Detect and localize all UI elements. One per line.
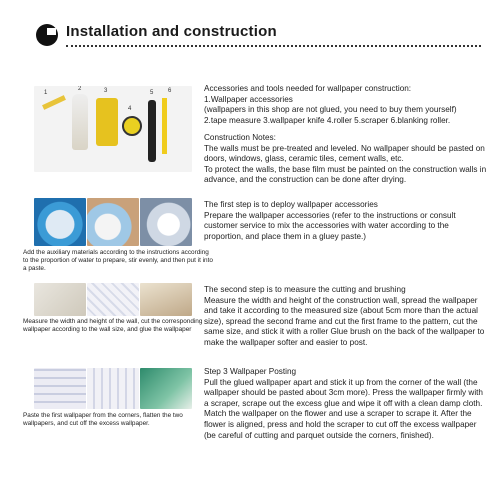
accessories-text: Accessories and tools needed for wallpaper construction: 1.Wallpaper accessories (wallpapers in this shop are not glued, you need to buy them yourself) 2.tape measure 3.wallpaper knife 4.roller 5.scraper 6.blanking roller. [204, 84, 457, 125]
tape-measure-icon [122, 116, 142, 136]
cut-wallpaper-photo [87, 283, 139, 316]
logo-circle-icon [36, 24, 58, 46]
tool-number-label: 4 [128, 106, 132, 112]
cut-excess-photo [140, 368, 192, 409]
step3-caption: Paste the first wallpaper from the corners, flatten the two wallpapers, and cut off the excess wallpaper. [23, 412, 183, 428]
tool-number-label: 1 [44, 90, 48, 96]
construction-notes-text: Construction Notes: The walls must be pre-treated and leveled. No wallpaper should be pasted on doors, windows, glass, ceramic tiles, cement walls, etc. To protect the walls, the base film must be painted on the construction walls in advance, and the construction can be done after drying. [204, 133, 487, 185]
step2-text: The second step is to measure the cutting and brushing Measure the width and height of the construction wall, spread the wallpaper and take it according to the measured size (about 5cm more than the actual size), spread the second frame and cut the first frame to the pattern, cut the same size, and stick it with a roller Glue brush on the back of the wallpaper to make the wallpaper softer and easier to post. [204, 285, 485, 347]
glue-basin-photo [34, 198, 86, 246]
measure-wall-photo [34, 283, 86, 316]
flatten-wallpaper-photo [87, 368, 139, 409]
tool-number-label: 5 [150, 90, 154, 96]
tools-photo [34, 86, 192, 172]
step3-text: Step 3 Wallpaper Posting Pull the glued wallpaper apart and stick it up from the corner of the wall (the wallpaper should be pasted about 3cm more). Press the wallpaper firmly with a scraper, scrape out the excess glue and wipe it off with a clean damp cloth. Match the wallpaper on the flower and use a scraper to scrape it. After the flower is aligned, press and hold the scraper to cut off the excess wallpaper (be careful of cutting and parquet outside the corners, finished). [204, 367, 483, 440]
brush-icon [96, 98, 118, 146]
step1-text: The first step is to deploy wallpaper accessories Prepare the wallpaper accessories (refer to the instructions or consult customer service to mix the accessories with water according to the proportion, and place them in a gluey paste.) [204, 200, 456, 241]
mixing-glue-photo [87, 198, 139, 246]
scraper-icon [162, 98, 167, 154]
roller-icon [148, 100, 156, 162]
page-title: Installation and construction [66, 23, 277, 40]
step2-caption: Measure the width and height of the wall, cut the corresponding wallpaper according to the wall size, and glue the wallpaper [23, 318, 203, 334]
paste-corner-photo [34, 368, 86, 409]
tool-number-label: 3 [104, 88, 108, 94]
wallpaper-knife-icon [42, 95, 66, 110]
tool-number-label: 6 [168, 88, 172, 94]
step1-caption: Add the auxiliary materials according to the instructions according to the proportion of water to prepare, stir evenly, and then put it into a paste. [23, 249, 213, 273]
brush-glue-photo [140, 283, 192, 316]
glue-paste-photo [140, 198, 192, 246]
glue-bottle-icon [72, 94, 88, 150]
header-divider [66, 45, 481, 47]
tool-number-label: 2 [78, 86, 82, 92]
